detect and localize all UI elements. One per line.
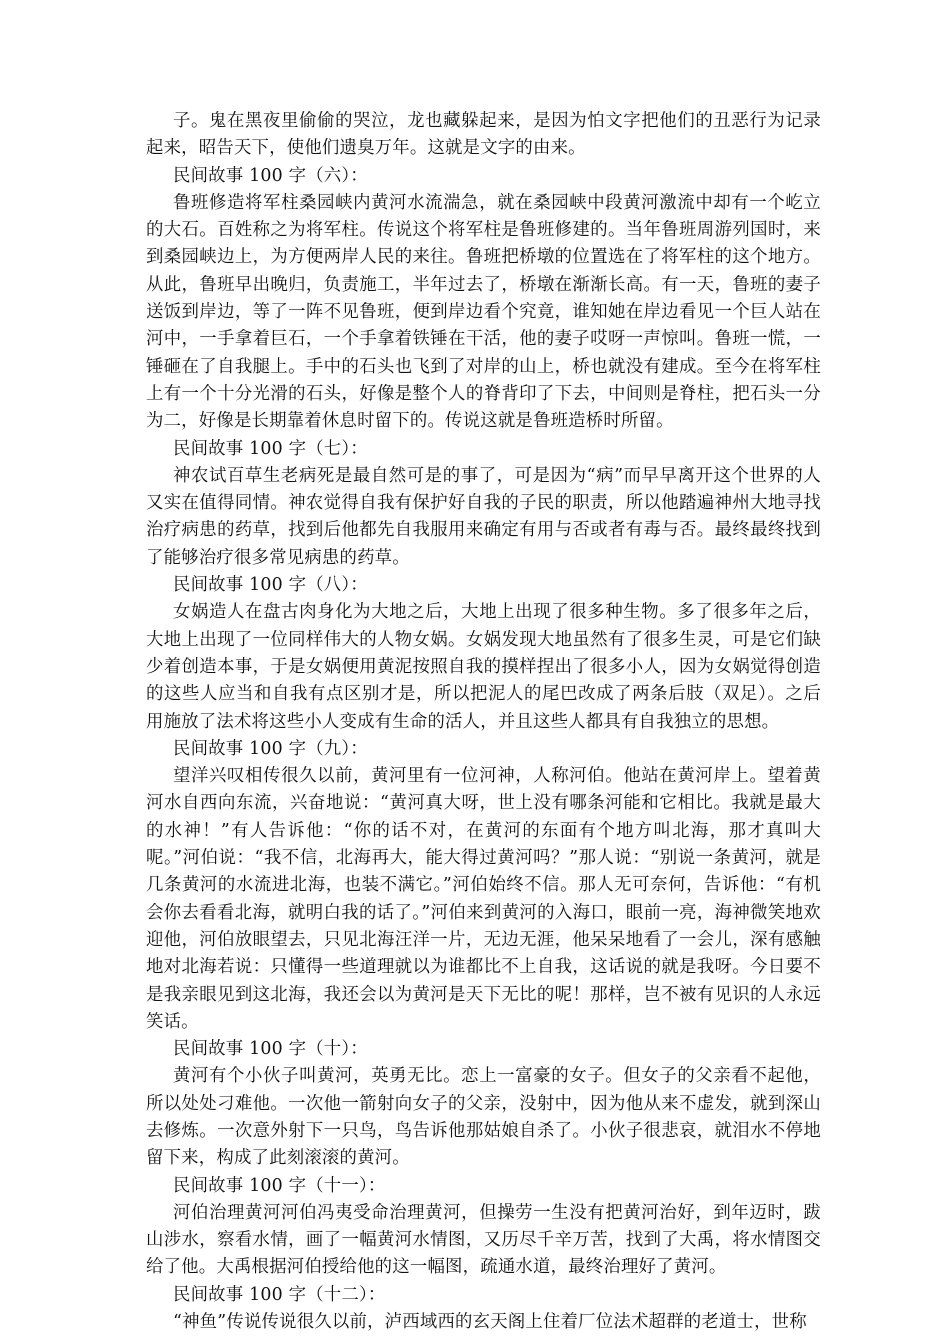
section-body-12: “神鱼”传说传说很久以前，泸西域西的玄天阁上住着厂位法术超群的老道士，世称 — [173, 1312, 807, 1333]
continuation-paragraph: 子。鬼在黑夜里偷偷的哭泣，龙也藏躲起来，是因为怕文字把他们的丑恶行为记录起来，昭告天下，使他们遗臭万年。这就是文字的由来。 — [146, 111, 821, 159]
document-body — [146, 108, 821, 1336]
section-heading-10: 民间故事 100 字（十）： — [173, 1039, 368, 1060]
section-body-10: 黄河有个小伙子叫黄河，英勇无比。恋上一富豪的女子。但女子的父亲看不起他，所以处处刁难他。一次他一箭射向女子的父亲，没射中，因为他从来不虚发，就到深山去修炼。一次意外射下一只鸟，鸟告诉他那姑娘自杀了。小伙子很悲哀，就泪水不停地留下来，构成了此刻滚滚的黄河。 — [146, 1066, 821, 1169]
section-body-11: 河伯治理黄河河伯冯夷受命治理黄河，但操劳一生没有把黄河治好，到年迈时，跋山涉水，察看水情，画了一幅黄河水情图，又历尽千辛万苦，找到了大禹，将水情图交给了他。大禹根据河伯授给他的这一幅图，疏通水道，最终治理好了黄河。 — [146, 1202, 821, 1278]
section-heading-12: 民间故事 100 字（十二）： — [173, 1284, 386, 1305]
section-body-9: 望洋兴叹相传很久以前，黄河里有一位河神，人称河伯。他站在黄河岸上。望着黄河水自西向东流，兴奋地说：“黄河真大呀，世上没有哪条河能和它相比。我就是最大的水神！”有人告诉他：“你的话不对，在黄河的东面有个地方叫北海，那才真叫大呢。”河伯说：“我不信，北海再大，能大得过黄河吗？”那人说：“别说一条黄河，就是几条黄河的水流进北海，也装不满它。”河伯始终不信。那人无可奈何，告诉他：“有机会你去看看北海，就明白我的话了。”河伯来到黄河的入海口，眼前一亮，海神微笑地欢迎他，河伯放眼望去，只见北海汪洋一片，无边无涯，他呆呆地看了一会儿，深有感触地对北海若说：只懂得一些道理就以为谁都比不上自我，这话说的就是我呀。今日要不是我亲眼见到这北海，我还会以为黄河是天下无比的呢！那样，岂不被有见识的人永远笑话。 — [146, 766, 821, 1032]
section-body-7: 神农试百草生老病死是最自然可是的事了，可是因为“病”而早早离开这个世界的人又实在值得同情。神农觉得自我有保护好自我的子民的职责，所以他踏遍神州大地寻找治疗病患的药草，找到后他都先自我服用来确定有用与否或者有毒与否。最终最终找到了能够治疗很多常见病患的药草。 — [146, 465, 821, 568]
section-heading-9: 民间故事 100 字（九）： — [173, 738, 368, 759]
section-heading-11: 民间故事 100 字（十一）： — [173, 1175, 386, 1196]
section-heading-8: 民间故事 100 字（八）： — [173, 575, 368, 596]
section-body-8: 女娲造人在盘古肉身化为大地之后，大地上出现了很多种生物。多了很多年之后，大地上出现了一位同样伟大的人物女娲。女娲发现大地虽然有了很多生灵，可是它们缺少着创造本事，于是女娲便用黄泥按照自我的摸样捏出了很多小人，因为女娲觉得创造的这些人应当和自我有点区别才是，所以把泥人的尾巴改成了两条后肢（双足）。之后用施放了法术将这些小人变成有生命的活人，并且这些人都具有自我独立的思想。 — [146, 602, 821, 732]
section-heading-6: 民间故事 100 字（六）： — [173, 165, 368, 186]
section-body-6: 鲁班修造将军柱桑园峡内黄河水流湍急，就在桑园峡中段黄河激流中却有一个屹立的大石。百姓称之为将军柱。传说这个将军柱是鲁班修建的。当年鲁班周游列国时，来到桑园峡边上，为方便两岸人民的来往。鲁班把桥墩的位置选在了将军柱的这个地方。从此，鲁班早出晚归，负责施工，半年过去了，桥墩在渐渐长高。有一天，鲁班的妻子送饭到岸边，等了一阵不见鲁班，便到岸边看个究竟，谁知她在岸边看见一个巨人站在河中，一手拿着巨石，一个手拿着铁锤在干活，他的妻子哎呀一声惊叫。鲁班一慌，一锤砸在了自我腿上。手中的石头也飞到了对岸的山上，桥也就没有建成。至今在将军柱上有一个十分光滑的石头，好像是整个人的脊背印了下去，中间则是脊柱，把石头一分为二，好像是长期靠着休息时留下的。传说这就是鲁班造桥时所留。 — [146, 192, 821, 432]
section-heading-7: 民间故事 100 字（七）： — [173, 438, 368, 459]
